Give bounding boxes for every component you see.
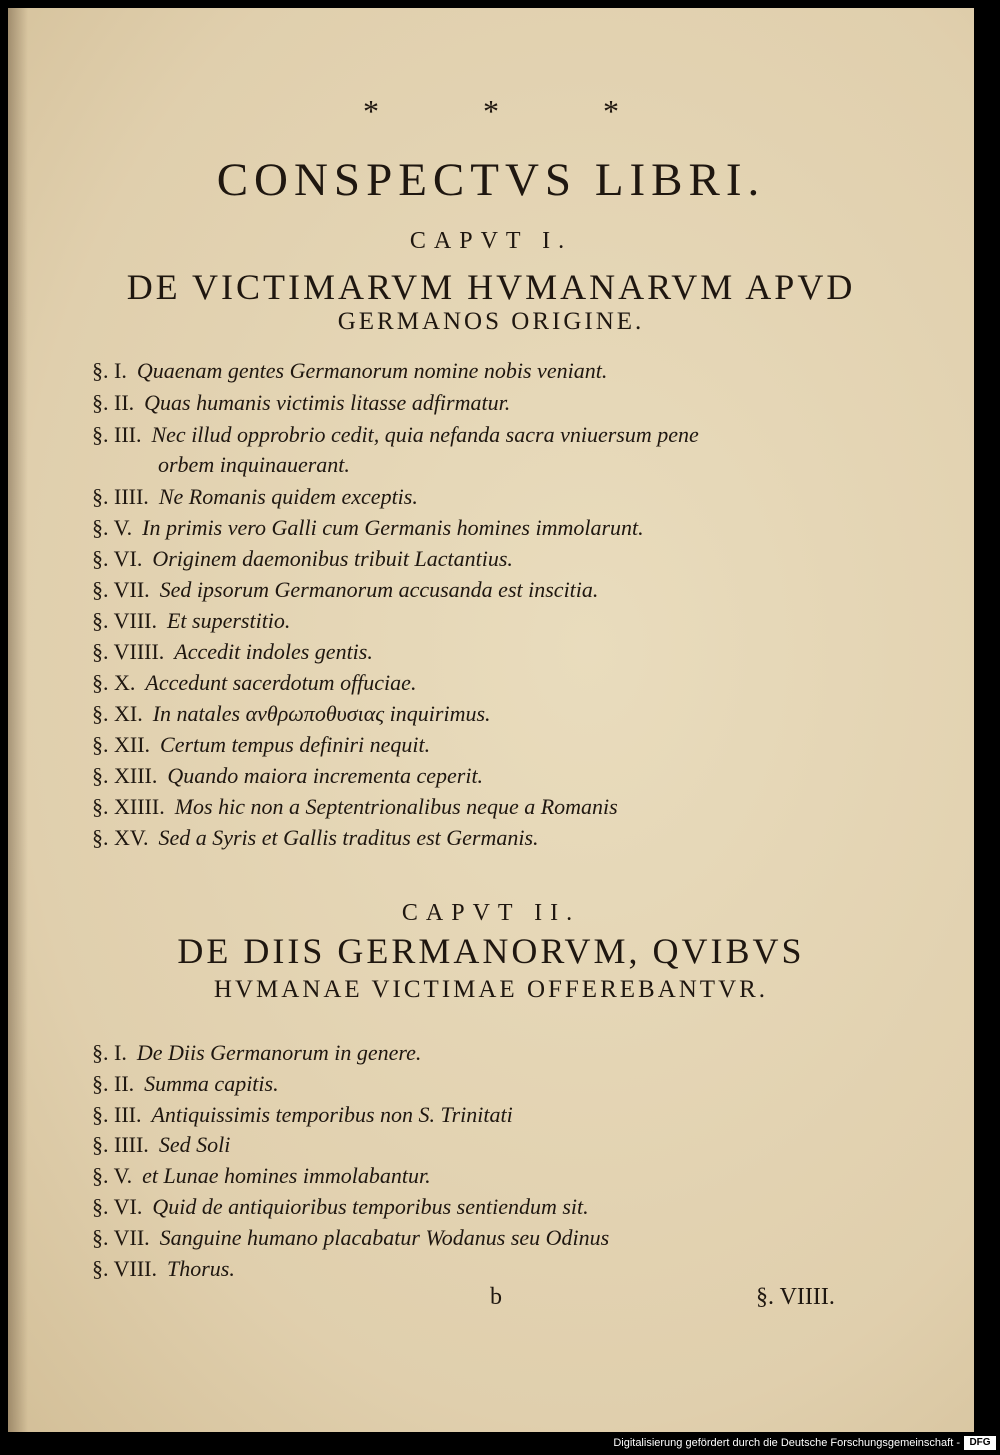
- entry-number: §. VIII.: [92, 1256, 157, 1281]
- chapter1-entry: [92, 825, 539, 851]
- entry-text: Ne Romanis quidem exceptis.: [158, 484, 418, 509]
- entry-text: Summa capitis.: [144, 1071, 279, 1096]
- entry-text: et Lunae homines immolabantur.: [142, 1163, 431, 1188]
- entry-text: Certum tempus definiri nequit.: [160, 732, 431, 757]
- gutter-shadow: [8, 8, 28, 1432]
- chapter2-entry: [92, 1040, 421, 1066]
- chapter1-entry: [92, 577, 598, 603]
- entry-number: §. VI.: [92, 546, 143, 571]
- entry-text: Thorus.: [166, 1256, 235, 1281]
- entry-number: §. V.: [92, 1163, 133, 1188]
- chapter1-entry: [92, 670, 416, 696]
- chapter2-entry: [92, 1071, 279, 1097]
- chapter1-entry: [92, 608, 290, 634]
- chapter2-heading-line1: DE DIIS GERMANORVM, QVIBVS: [177, 931, 805, 971]
- entry-number: §. XI.: [92, 701, 143, 726]
- chapter1-entry: [92, 763, 483, 789]
- entry-text: Originem daemonibus tribuit Lactantius.: [152, 546, 513, 571]
- entry-number: §. I.: [92, 358, 127, 383]
- entry-text: Et superstitio.: [166, 608, 291, 633]
- entry-number: §. XIII.: [92, 763, 158, 788]
- chapter1-caput: CAPVT I.: [409, 228, 573, 254]
- entry-text: Accedunt sacerdotum offuciae.: [145, 670, 417, 695]
- chapter1-entry: [92, 390, 510, 416]
- entry-text: In natales ανθρωποθυσιας inquirimus.: [152, 701, 491, 726]
- entry-number: §. VI.: [92, 1194, 143, 1219]
- entry-text: De Diis Germanorum in genere.: [136, 1040, 422, 1065]
- entry-number: §. III.: [92, 422, 142, 447]
- entry-number: §. X.: [92, 670, 136, 695]
- entry-text: Sed ipsorum Germanorum accusanda est inscitia.: [159, 577, 599, 602]
- chapter2-entry: [92, 1194, 589, 1220]
- entry-number: §. VII.: [92, 1225, 150, 1250]
- entry-text: Nec illud opprobrio cedit, quia nefanda sacra vniuersum pene: [151, 422, 699, 447]
- entry-text: Accedit indoles gentis.: [174, 639, 373, 664]
- book-page: [8, 8, 974, 1432]
- entry-number: §. I.: [92, 1040, 127, 1065]
- entry-text: In primis vero Galli cum Germanis homines immolarunt.: [142, 515, 644, 540]
- chapter1-entry: [92, 639, 373, 665]
- ornament-stars: * * *: [363, 93, 667, 129]
- footer-bar: [0, 1434, 1000, 1455]
- entry-number: §. IIII.: [92, 1132, 149, 1157]
- entry-text: Sed a Syris et Gallis traditus est Germanis.: [158, 825, 539, 850]
- chapter1-entry: [92, 546, 513, 572]
- entry-text: Quas humanis victimis litasse adfirmatur.: [144, 390, 511, 415]
- chapter1-entry: [92, 794, 618, 820]
- chapter2-entry: [92, 1102, 513, 1128]
- chapter1-heading-line1: DE VICTIMARVM HVMANARVM APVD: [126, 267, 856, 307]
- entry-number: §. XIIII.: [92, 794, 165, 819]
- chapter1-entry: [92, 515, 644, 541]
- chapter2-entry: [92, 1256, 235, 1282]
- chapter1-entry: [92, 701, 491, 727]
- chapter2-entry: [92, 1225, 609, 1251]
- entry-number: §. XV.: [92, 825, 149, 850]
- entry-text: Mos hic non a Septentrionalibus neque a Romanis: [174, 794, 618, 819]
- entry-text: Quando maiora incrementa ceperit.: [167, 763, 484, 788]
- signature-mark: b: [490, 1284, 502, 1310]
- page-title: CONSPECTVS LIBRI.: [216, 154, 766, 206]
- chapter1-entry: [92, 732, 430, 758]
- chapter2-caput: CAPVT II.: [401, 900, 581, 926]
- entry-number: §. XII.: [92, 732, 151, 757]
- chapter1-heading-line2: GERMANOS ORIGINE.: [337, 308, 645, 335]
- chapter1-entry: [92, 422, 699, 448]
- entry-text: Quaenam gentes Germanorum nomine nobis veniant.: [136, 358, 608, 383]
- entry-number: §. II.: [92, 1071, 135, 1096]
- chapter1-entry: [92, 484, 418, 510]
- entry-text: Quid de antiquioribus temporibus sentiendum sit.: [152, 1194, 589, 1219]
- catchword: §. VIIII.: [756, 1284, 835, 1310]
- entry-number: §. VII.: [92, 577, 150, 602]
- entry-number: §. V.: [92, 515, 133, 540]
- entry-number: §. IIII.: [92, 484, 149, 509]
- entry-number: §. VIII.: [92, 608, 157, 633]
- chapter2-heading-line2: HVMANAE VICTIMAE OFFEREBANTVR.: [213, 976, 769, 1003]
- dfg-logo: DFG: [964, 1436, 996, 1450]
- entry-text: Sed Soli: [158, 1132, 231, 1157]
- funding-credit: Digitalisierung gefördert durch die Deutsche Forschungsgemeinschaft -: [613, 1437, 960, 1449]
- chapter2-entry: [92, 1132, 230, 1158]
- chapter2-entry: [92, 1163, 431, 1189]
- entry-number: §. II.: [92, 390, 135, 415]
- chapter1-entry: [92, 358, 607, 384]
- entry-number: §. III.: [92, 1102, 142, 1127]
- entry-continuation: orbem inquinauerant.: [158, 452, 350, 477]
- entry-number: §. VIIII.: [92, 639, 165, 664]
- entry-text: Sanguine humano placabatur Wodanus seu Odinus: [159, 1225, 610, 1250]
- entry-text: Antiquissimis temporibus non S. Trinitati: [151, 1102, 513, 1127]
